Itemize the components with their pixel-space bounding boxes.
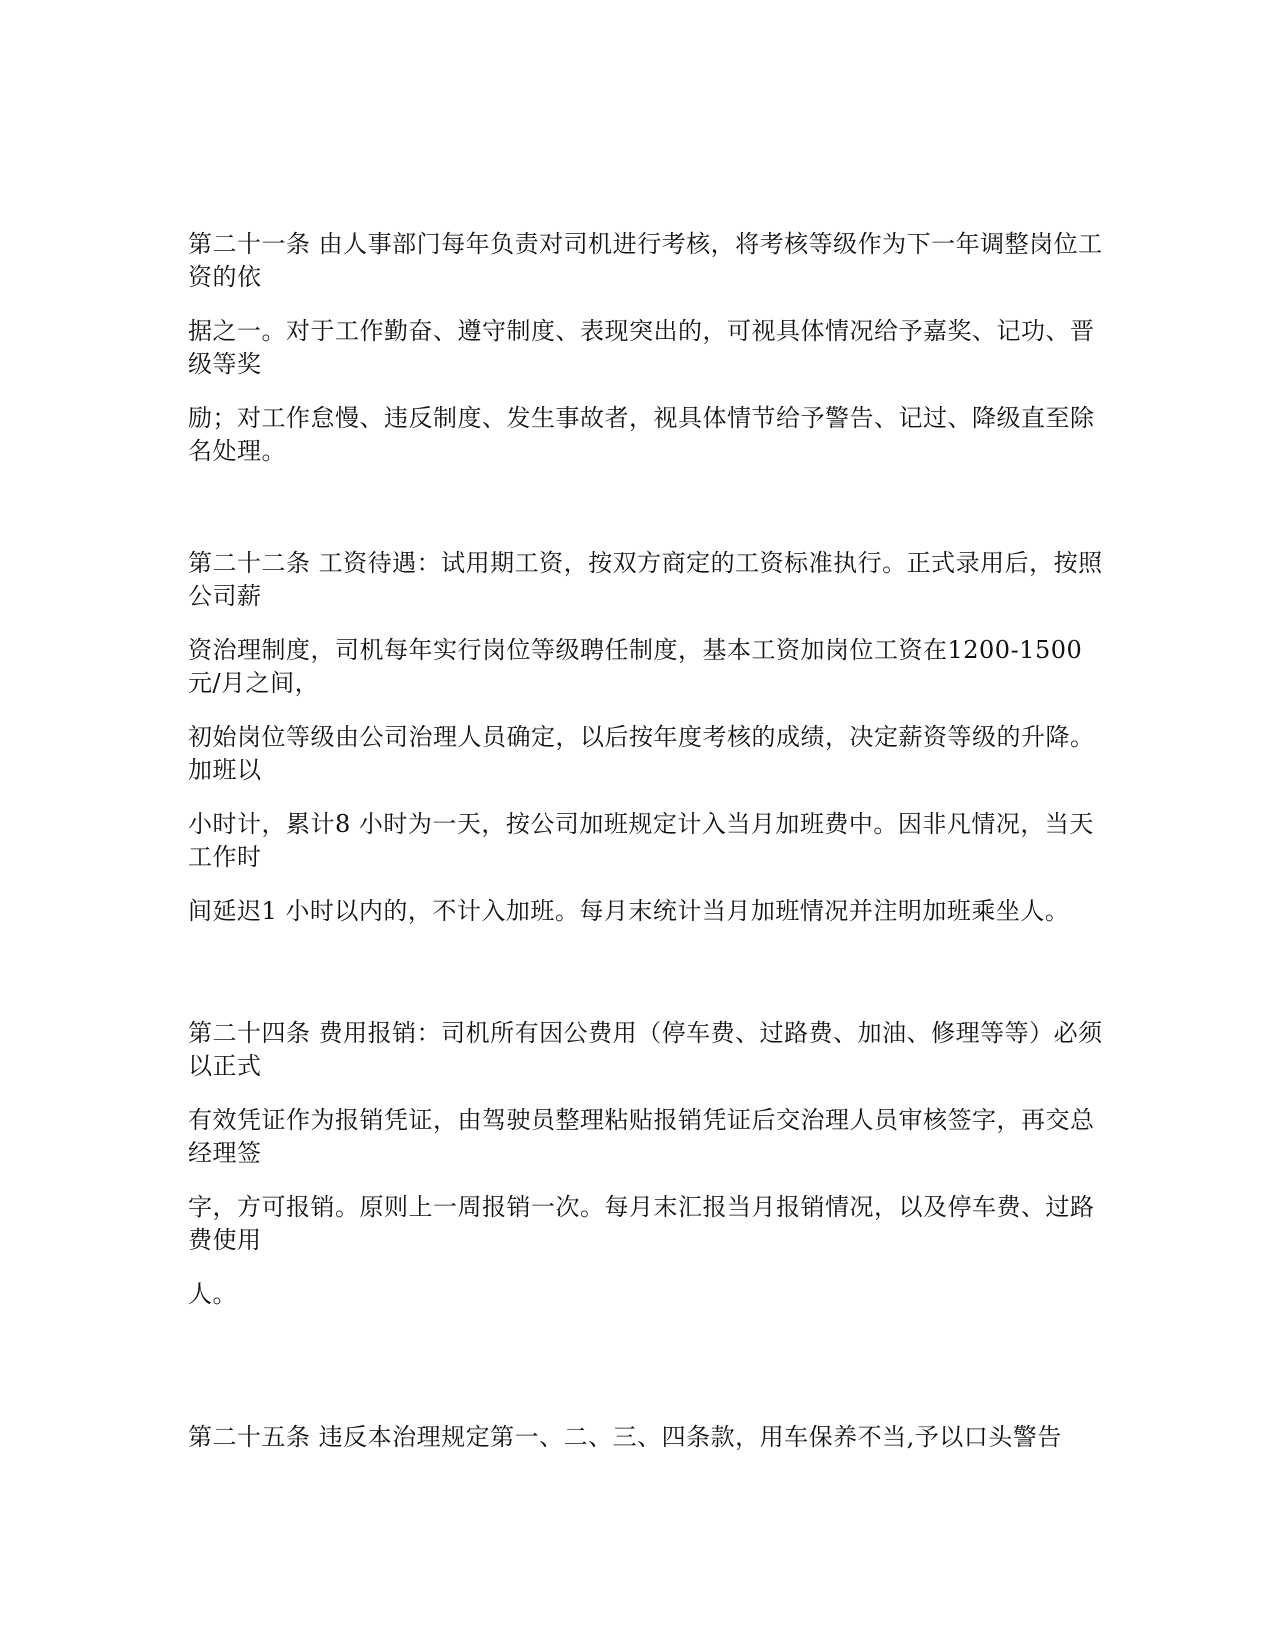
paragraph-art25-line1: 第二十五条 违反本治理规定第一、二、三、四条款，用车保养不当,予以口头警告 [188, 1423, 1062, 1451]
paragraph-art24-line2: 有效凭证作为报销凭证，由驾驶员整理粘贴报销凭证后交治理人员审核签字，再交总经理签 [188, 1106, 1095, 1167]
paragraph-art24-line3: 字，方可报销。原则上一周报销一次。每月末汇报当月报销情况，以及停车费、过路费使用 [188, 1193, 1095, 1254]
paragraph-art24-line1: 第二十四条 费用报销：司机所有因公费用（停车费、过路费、加油、修理等等）必须以正式 [188, 1019, 1103, 1080]
paragraph-art22-line3: 初始岗位等级由公司治理人员确定，以后按年度考核的成绩，决定薪资等级的升降。加班以 [188, 723, 1095, 784]
paragraph-art21-line1: 第二十一条 由人事部门每年负责对司机进行考核，将考核等级作为下一年调整岗位工资的依 [188, 230, 1103, 291]
paragraph-art21-line3: 励；对工作怠慢、违反制度、发生事故者，视具体情节给予警告、记过、降级直至除名处理。 [188, 404, 1095, 465]
paragraph-art22-line5: 间延迟1 小时以内的，不计入加班。每月末统计当月加班情况并注明加班乘坐人。 [188, 897, 1070, 925]
paragraph-art22-line1: 第二十二条 工资待遇：试用期工资，按双方商定的工资标准执行。正式录用后，按照公司薪 [188, 549, 1103, 610]
paragraph-art22-line2: 资治理制度，司机每年实行岗位等级聘任制度，基本工资加岗位工资在1200-1500元/月之间， [188, 636, 1083, 697]
paragraph-art21-line2: 据之一。对于工作勤奋、遵守制度、表现突出的，可视具体情况给予嘉奖、记功、晋级等奖 [188, 317, 1095, 378]
paragraph-art22-line4: 小时计，累计8 小时为一天，按公司加班规定计入当月加班费中。因非凡情况，当天工作时 [188, 810, 1094, 871]
paragraph-art24-line4: 人。 [188, 1280, 237, 1308]
